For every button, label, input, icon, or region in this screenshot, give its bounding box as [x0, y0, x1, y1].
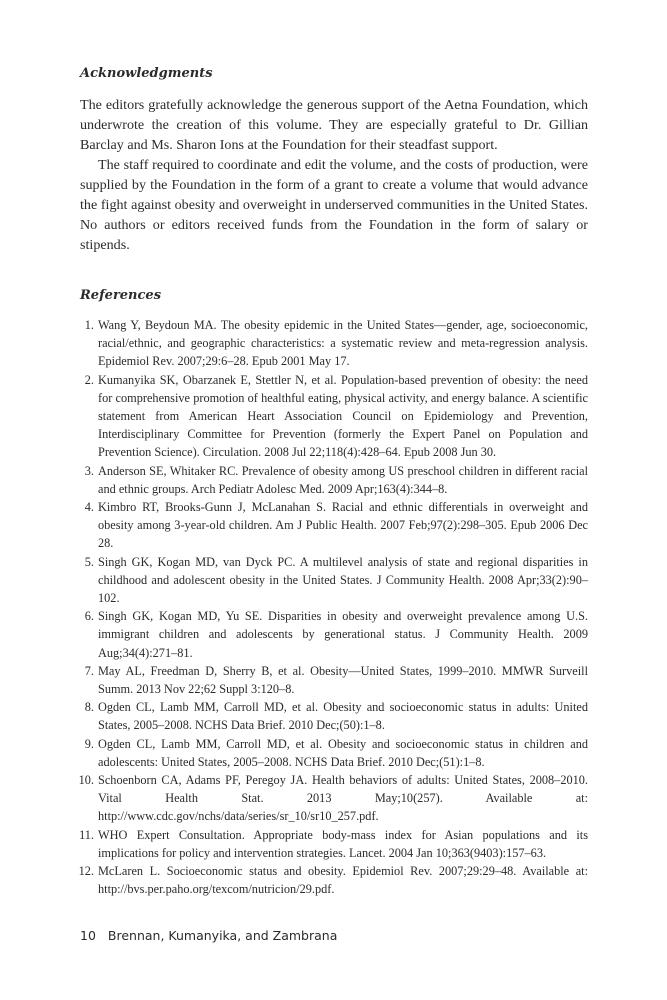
reference-text: Schoenborn CA, Adams PF, Peregoy JA. Health behaviors of adults: United States, 2008–2010. Vital Health Stat. 2013 May;10(257). Available at: http://www.cdc.gov/nchs/data/series/sr_10/sr10_257.pdf. [98, 773, 588, 824]
reference-number: 7. [84, 663, 94, 678]
acknowledgments-paragraph-1: The editors gratefully acknowledge the generous support of the Aetna Foundation, which underwrote the creation of this volume. They are especially grateful to Dr. Gillian Barclay and Ms. Sharon Ions at the Foundation for their steadfast support. [80, 97, 588, 153]
reference-item [80, 371, 588, 462]
reference-text: McLaren L. Socioeconomic status and obesity. Epidemiol Rev. 2007;29:29–48. Available at: http://bvs.per.paho.org/texcom/nutricion/29.pdf. [98, 864, 588, 897]
reference-item [80, 462, 588, 498]
reference-text: WHO Expert Consultation. Appropriate body-mass index for Asian populations and its implications for policy and intervention strategies. Lancet. 2004 Jan 10;363(9403):157–63. [98, 827, 588, 860]
page-footer [80, 928, 337, 944]
reference-number: 2. [84, 372, 94, 387]
reference-text: Kumanyika SK, Obarzanek E, Stettler N, et al. Population-based prevention of obesity: the need for comprehensive promotion of healthful eating, physical activity, and energy balance. A scientific statement from American Heart Association Council on Epidemiology and Prevention, Interdisciplinary Committee for Prevention (formerly the Expert Panel on Population and Prevention Science). Circulation. 2008 Jul 22;118(4):428–64. Epub 2008 Jun 30. [98, 372, 588, 460]
reference-item [80, 862, 588, 898]
reference-number: 3. [84, 463, 94, 478]
reference-list [80, 316, 588, 899]
reference-text: Singh GK, Kogan MD, Yu SE. Disparities in obesity and overweight prevalence among U.S. immigrant children and adolescents by generational status. J Community Health. 2009 Aug;34(4):271–81. [98, 609, 588, 660]
reference-number: 4. [84, 500, 94, 515]
reference-text: Ogden CL, Lamb MM, Carroll MD, et al. Obesity and socioeconomic status in children and adolescents: United States, 2005–2008. NCHS Data Brief. 2010 Dec;(51):1–8. [98, 736, 588, 769]
reference-number: 10. [78, 773, 94, 788]
page-number: 10 [80, 928, 96, 943]
reference-item [80, 735, 588, 771]
running-head: Brennan, Kumanyika, and Zambrana [107, 928, 338, 943]
reference-item [80, 826, 588, 862]
reference-text: Wang Y, Beydoun MA. The obesity epidemic in the United States—gender, age, socioeconomic, racial/ethnic, and geographic characteristics: a systematic review and meta-regression analysis. Epidemiol Rev. 2007;29:6–28. Epub 2001 May 17. [98, 318, 588, 369]
reference-item [80, 662, 588, 698]
references-heading: References [80, 288, 162, 303]
acknowledgments-paragraph-2: The staff required to coordinate and edit the volume, and the costs of production, were supplied by the Foundation in the form of a grant to create a volume that would advance the fight against obesity and overweight in underserved communities in the United States. No authors or editors received funds from the Foundation in the form of salary or stipends. [80, 157, 588, 253]
reference-text: May AL, Freedman D, Sherry B, et al. Obesity—United States, 1999–2010. MMWR Surveill Summ. 2013 Nov 22;62 Suppl 3:120–8. [98, 663, 588, 697]
reference-item [80, 553, 588, 608]
acknowledgments-heading: Acknowledgments [80, 66, 213, 81]
reference-item [80, 607, 588, 662]
reference-number: 6. [84, 609, 94, 624]
reference-text: Singh GK, Kogan MD, van Dyck PC. A multilevel analysis of state and regional disparities in childhood and adolescent obesity in the United States. J Community Health. 2008 Apr;33(2):90–102. [98, 554, 588, 606]
reference-number: 11. [79, 827, 94, 842]
reference-text: Ogden CL, Lamb MM, Carroll MD, et al. Obesity and socioeconomic status in adults: United States, 2005–2008. NCHS Data Brief. 2010 Dec;(50):1–8. [98, 700, 588, 733]
reference-number: 1. [84, 318, 94, 332]
acknowledgments-body [80, 95, 588, 255]
reference-item [80, 316, 588, 371]
reference-text: Anderson SE, Whitaker RC. Prevalence of obesity among US preschool children in different racial and ethnic groups. Arch Pediatr Adolesc Med. 2009 Apr;163(4):344–8. [98, 463, 588, 496]
reference-number: 12. [78, 864, 94, 879]
reference-number: 9. [84, 736, 94, 751]
reference-item [80, 698, 588, 734]
reference-item [80, 771, 588, 826]
reference-text: Kimbro RT, Brooks-Gunn J, McLanahan S. Racial and ethnic differentials in overweight and obesity among 3-year-old children. Am J Public Health. 2007 Feb;97(2):298–305. Epub 2006 Dec 28. [98, 500, 588, 551]
reference-number: 5. [84, 554, 94, 569]
reference-item [80, 498, 588, 553]
reference-number: 8. [84, 700, 94, 715]
